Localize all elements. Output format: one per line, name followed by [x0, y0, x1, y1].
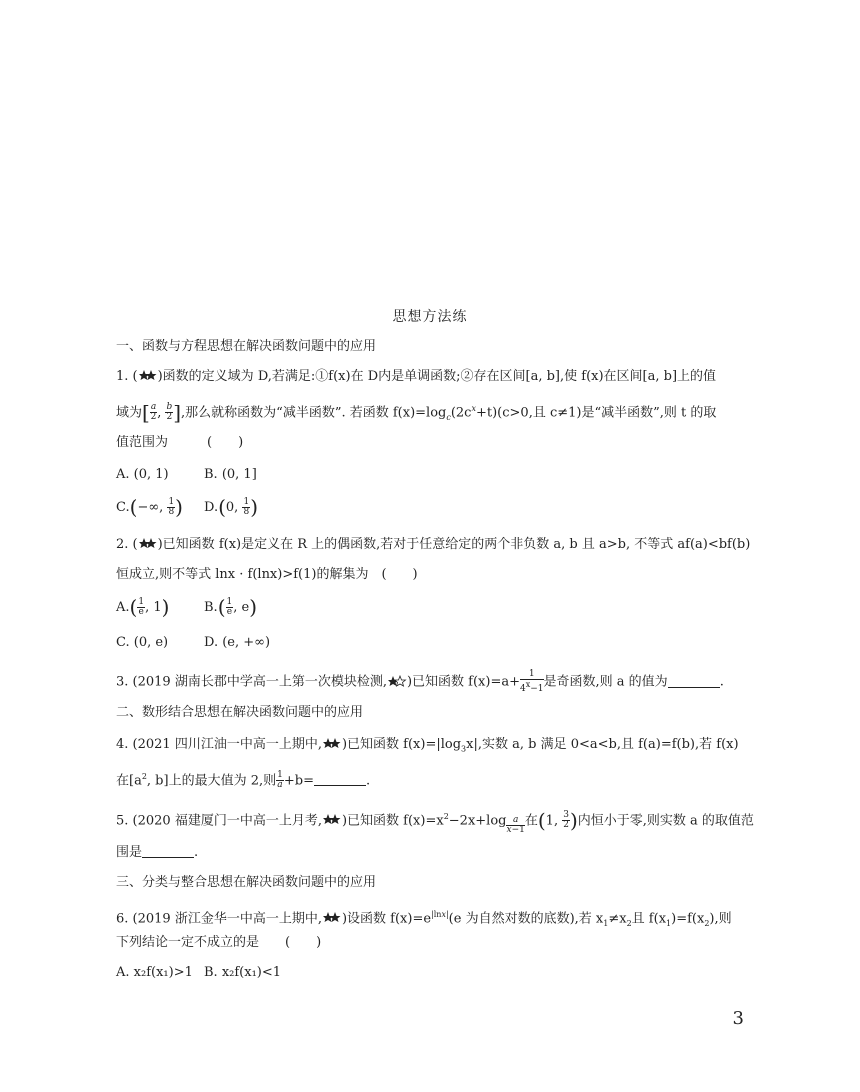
difficulty-stars-icon [138, 369, 158, 381]
page-number: 3 [732, 1008, 744, 1029]
question-2-option-b: B.( $\frac{1}{e}$ , e) [204, 595, 258, 619]
question-6-line-1: 6. (2019 浙江金华一中高一上期中, )设函数 $f(x)=e^{|lnx|}(e$ 为自然对数的底数),若 $x_1\ne x_2$且 $f(x_1)=f(x_2)$,则 [116, 910, 732, 928]
fraction-a-over-2: $\frac{a}{2}$ [150, 402, 157, 423]
question-1-option-d: D.(0, $\frac{1}{8}$ ) [204, 495, 258, 519]
difficulty-stars-icon [322, 911, 342, 923]
question-4-line-2: 在[$a^2$, b]上的最大值为 2,则 $\frac{1}{a}$ +b= . [116, 770, 371, 791]
fraction-b-over-2: $\frac{b}{2}$ [166, 402, 173, 423]
page-title: 思想方法练 [392, 309, 468, 325]
answer-blank[interactable] [668, 674, 720, 688]
answer-blank[interactable] [314, 772, 366, 786]
section-heading-2: 二、数形结合思想在解决函数问题中的应用 [116, 705, 364, 720]
question-1-line-1: 1. ( )函数的定义域为 D,若满足:①f(x)在 D内是单调函数;②存在区间[a, b],使 f(x)在区间[a, b]上的值 [116, 369, 717, 384]
question-6-option-a: A. x₂f(x₁)>1 [116, 965, 193, 980]
section-heading-1: 一、函数与方程思想在解决函数问题中的应用 [116, 339, 377, 354]
question-1-option-b: B. (0, 1] [204, 467, 257, 482]
question-2-line-2: 恒成立,则不等式 lnx · f(lnx)>f(1)的解集为 ( ) [116, 567, 418, 582]
answer-blank[interactable] [142, 844, 194, 858]
difficulty-stars-icon [138, 537, 158, 549]
question-6-line-2: 下列结论一定不成立的是 ( ) [116, 935, 322, 950]
question-3-line-1: 3. (2019 湖南长郡中学高一上第一次模块检测, )已知函数 f(x)=a+ $\frac{1}{4^x-1}$ 是奇函数,则 a 的值为 . [116, 669, 724, 694]
question-5-line-1: 5. (2020 福建厦门一中高一上月考, )已知函数 $f(x)=x^2-2x+\log$ $_{\frac{a}{x-1}}$ 在(1, $\frac{3}{2}$ )内恒小于零,则实数 a 的取值范 [116, 808, 754, 836]
question-1-option-a: A. (0, 1) [116, 467, 169, 482]
difficulty-stars-icon [322, 813, 342, 825]
difficulty-stars-icon [387, 675, 407, 687]
difficulty-stars-icon [322, 737, 342, 749]
section-heading-3: 三、分类与整合思想在解决函数问题中的应用 [116, 875, 377, 890]
question-1-line-2: 域为[ $\frac{a}{2}$ , $\frac{b}{2}$ ],那么就称函数为“减半函数”. 若函数 $f(x)=\log_c(2c^x+t)(c>0$,且 c≠1)是“减半函数”,则 t 的取 [116, 400, 717, 425]
question-2-option-a: A.( $\frac{1}{e}$ , 1) [116, 595, 170, 619]
question-6-option-b: B. x₂f(x₁)<1 [204, 965, 282, 980]
question-4-line-1: 4. (2021 四川江油一中高一上期中, )已知函数 $f(x)=|\log_3x|$,实数 a, b 满足 0<a<b,且 f(a)=f(b),若 f(x) [116, 737, 739, 754]
question-1-line-3: 值范围为 ( ) [116, 435, 244, 450]
question-5-line-2: 围是 . [116, 845, 199, 860]
question-2-line-1: 2. ( )已知函数 f(x)是定义在 R 上的偶函数,若对于任意给定的两个非负数 a, b 且 a>b, 不等式 af(a)<bf(b) [116, 537, 751, 552]
question-2-option-d: D. (e, +∞) [204, 635, 271, 650]
question-1-option-c: C.(−∞, $\frac{1}{8}$ ) [116, 495, 183, 519]
question-2-option-c: C. (0, e) [116, 635, 169, 650]
